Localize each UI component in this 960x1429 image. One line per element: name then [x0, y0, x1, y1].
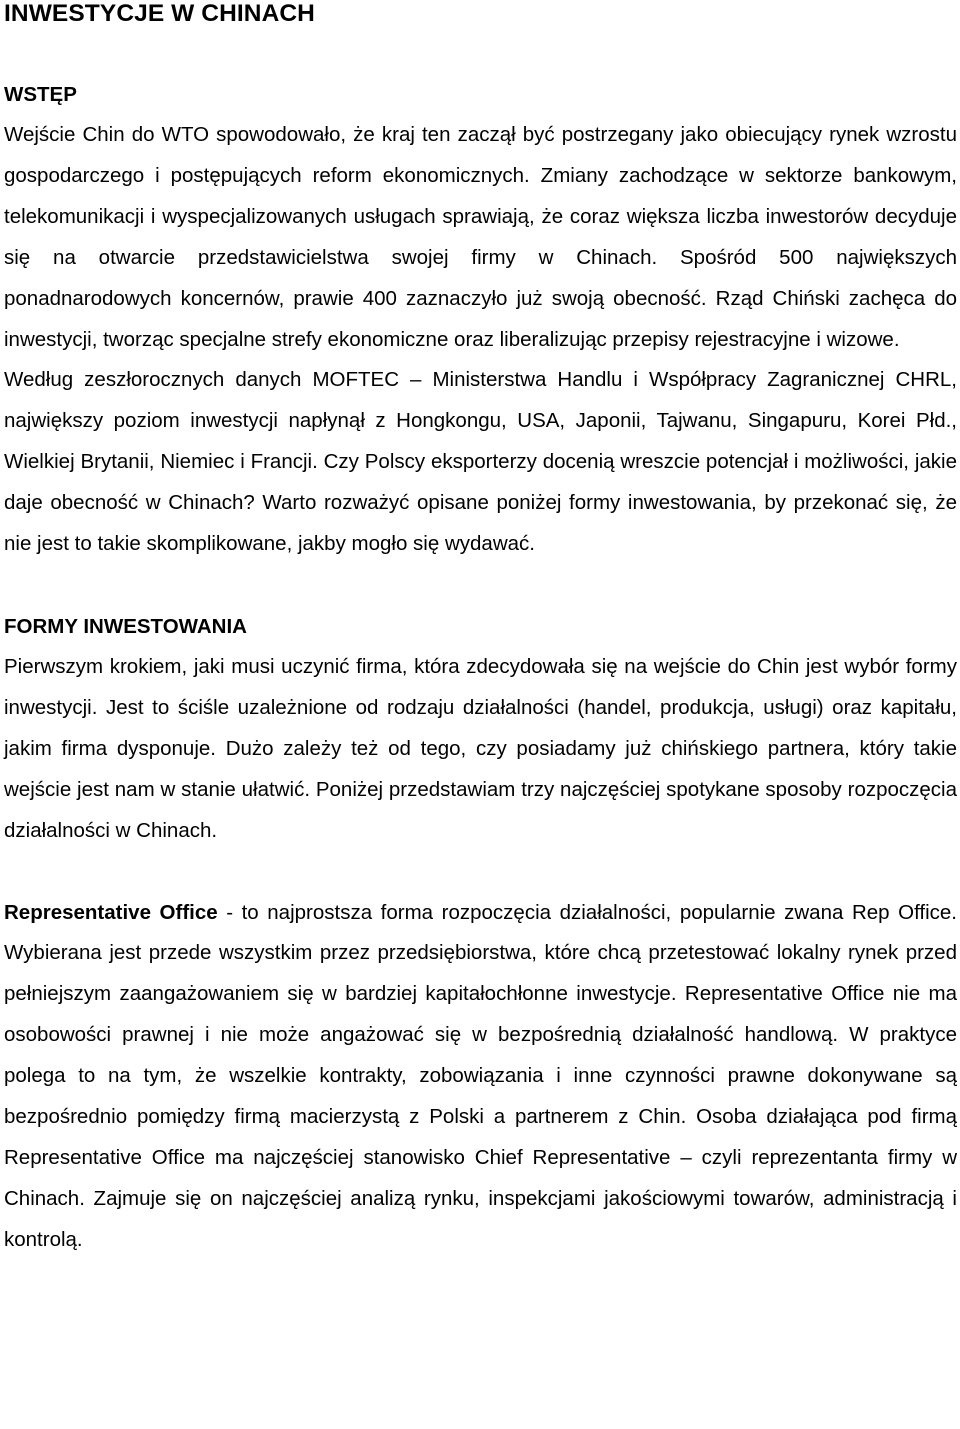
document-title: INWESTYCJE W CHINACH	[4, 0, 315, 27]
rep-office-paragraph	[4, 893, 957, 1261]
rep-office-term: Representative Office	[4, 900, 218, 924]
paragraph-spacer	[4, 852, 957, 893]
forms-paragraph: Pierwszym krokiem, jaki musi uczynić firma, która zdecydowała się na wejście do Chin jest wybór formy inwestycji. Jest to ściśle uzależnione od rodzaju działalności (handel, produkcja, usługi) oraz kapitału, jakim firma dysponuje. Dużo zależy też od tego, czy posiadamy już chińskiego partnera, który takie wejście jest nam w stanie ułatwić. Poniżej przedstawiam trzy najczęściej spotykane sposoby rozpoczęcia działalności w Chinach.	[4, 654, 957, 842]
rep-office-text: - to najprostsza forma rozpoczęcia działalności, popularnie zwana Rep Office. Wybierana jest przede wszystkim przez przedsiębiorstwa, które chcą przetestować lokalny rynek przed pełniejszym zaangażowaniem się w bardziej kapitałochłonne inwestycje. Representative Office nie ma osobowości prawnej i nie może angażować się w bezpośrednią działalność handlową. W praktyce polega to na tym, że wszelkie kontrakty, zobowiązania i inne czynności prawne dokonywane są bezpośrednio pomiędzy firmą macierzystą z Polski a partnerem z Chin. Osoba działająca pod firmą Representative Office ma najczęściej stanowisko Chief Representative – czyli reprezentanta firmy w Chinach. Zajmuje się on najczęściej analizą rynku, inspekcjami jakościowymi towarów, administracją i kontrolą.	[4, 900, 957, 1251]
forms-heading: FORMY INWESTOWANIA	[4, 614, 247, 638]
intro-paragraph-1: Wejście Chin do WTO spowodowało, że kraj ten zaczął być postrzegany jako obiecujący rynek wzrostu gospodarczego i postępujących reform ekonomicznych. Zmiany zachodzące w sektorze bankowym, telekomunikacji i wyspecjalizowanych usługach sprawiają, że coraz większa liczba inwestorów decyduje się na otwarcie przedstawicielstwa swojej firmy w Chinach. Spośród 500 największych ponadnarodowych koncernów, prawie 400 zaznaczyło już swoją obecność. Rząd Chiński zachęca do inwestycji, tworząc specjalne strefy ekonomiczne oraz liberalizując przepisy rejestracyjne i wizowe.	[4, 123, 957, 351]
document-page	[4, 0, 957, 1261]
intro-paragraph-2: Według zeszłorocznych danych MOFTEC – Ministerstwa Handlu i Współpracy Zagranicznej CHRL, największy poziom inwestycji napłynął z Hongkongu, USA, Japonii, Tajwanu, Singapuru, Korei Płd., Wielkiej Brytanii, Niemiec i Francji. Czy Polscy eksporterzy docenią wreszcie potencjał i możliwości, jakie daje obecność w Chinach? Warto rozważyć opisane poniżej formy inwestowania, by przekonać się, że nie jest to takie skomplikowane, jakby mogło się wydawać.	[4, 368, 957, 556]
intro-heading: WSTĘP	[4, 83, 77, 106]
